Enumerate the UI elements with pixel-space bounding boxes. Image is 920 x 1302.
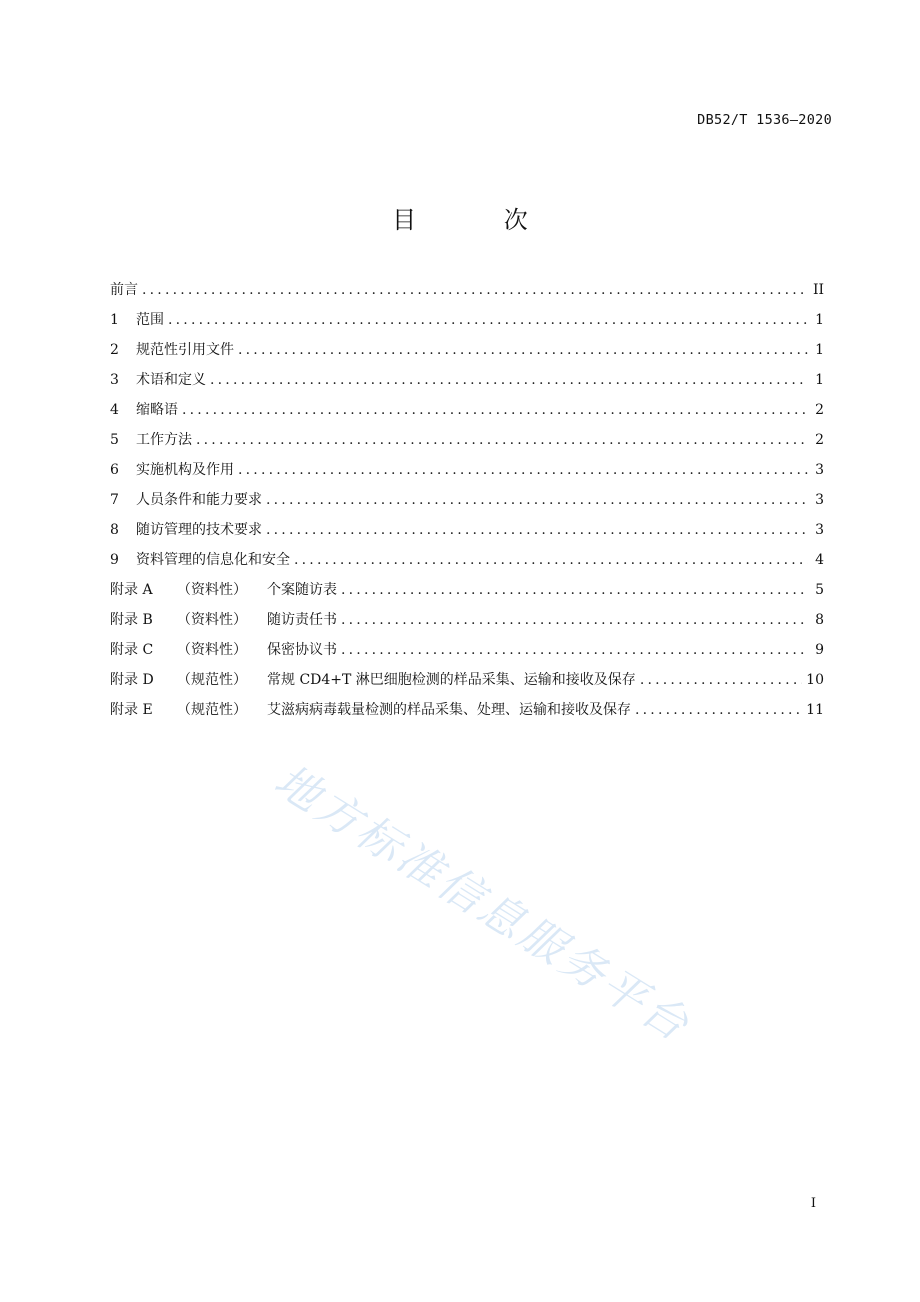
toc-entry-page: 10 [806, 672, 824, 688]
page-number: I [810, 1196, 816, 1211]
toc-dot-leader [182, 395, 808, 425]
toc-annex-id: 附录 C [110, 642, 154, 658]
toc-entry-2[interactable] [110, 335, 824, 365]
toc-entry-page: 2 [815, 402, 824, 418]
toc-annex-kind: （资料性） [177, 582, 247, 598]
toc-entry-label: 术语和定义 [136, 372, 206, 388]
toc-entry-number: 1 [110, 312, 119, 328]
toc-annex-kind: （资料性） [177, 612, 247, 628]
toc-annex-id: 附录 D [110, 672, 154, 688]
toc-dot-leader [341, 635, 808, 665]
toc-entry-1[interactable] [110, 305, 824, 335]
toc-entry-page: 3 [815, 462, 824, 478]
toc-entry-page: 1 [815, 312, 824, 328]
toc-entry-label: 随访管理的技术要求 [136, 522, 262, 538]
toc-entry-9[interactable] [110, 545, 824, 575]
toc-dot-leader [238, 335, 808, 365]
toc-entry-label: 实施机构及作用 [136, 462, 234, 478]
toc-entry-number: 4 [110, 402, 119, 418]
toc-dot-leader [341, 605, 808, 635]
toc-annex-id: 附录 B [110, 612, 153, 628]
toc-entry-label: 规范性引用文件 [136, 342, 234, 358]
toc-entry-page: 1 [815, 372, 824, 388]
toc-entry-number: 2 [110, 342, 119, 358]
toc-entry-4[interactable] [110, 395, 824, 425]
toc-entry-6[interactable] [110, 455, 824, 485]
toc-entry-label: 缩略语 [136, 402, 178, 418]
toc-entry-page: 9 [815, 642, 824, 658]
toc-entry-7[interactable] [110, 485, 824, 515]
toc-annex-kind: （资料性） [177, 642, 247, 658]
toc-dot-leader [341, 575, 808, 605]
toc-dot-leader [635, 695, 802, 725]
toc-dot-leader [294, 545, 808, 575]
toc-entry-label: 人员条件和能力要求 [136, 492, 262, 508]
toc-entry-label: 常规 CD4+T 淋巴细胞检测的样品采集、运输和接收及保存 [267, 672, 636, 688]
toc-entry-label: 个案随访表 [267, 582, 337, 598]
toc-dot-leader [168, 305, 808, 335]
toc-dot-leader [266, 515, 808, 545]
toc-annex-id: 附录 E [110, 702, 153, 718]
toc-entry-number: 9 [110, 552, 119, 568]
table-of-contents [110, 275, 824, 725]
toc-entry-8[interactable] [110, 515, 824, 545]
toc-entry-label: 随访责任书 [267, 612, 337, 628]
toc-annex-c[interactable] [110, 635, 824, 665]
toc-entry-label: 范围 [136, 312, 164, 328]
toc-annex-e[interactable] [110, 695, 824, 725]
toc-entry-number: 6 [110, 462, 119, 478]
toc-entry-number: 8 [110, 522, 119, 538]
toc-entry-page: 4 [815, 552, 824, 568]
toc-annex-a[interactable] [110, 575, 824, 605]
toc-entry-page: 11 [806, 702, 824, 718]
toc-entry-label: 艾滋病病毒载量检测的样品采集、处理、运输和接收及保存 [267, 702, 631, 718]
document-code: DB52/T 1536—2020 [697, 112, 832, 128]
toc-entry-page: 3 [815, 492, 824, 508]
watermark: 地方标准信息服务平台 [265, 755, 700, 1053]
toc-annex-kind: （规范性） [177, 672, 247, 688]
toc-dot-leader [238, 455, 808, 485]
toc-entry-3[interactable] [110, 365, 824, 395]
toc-entry-number: 3 [110, 372, 119, 388]
toc-entry-label: 保密协议书 [267, 642, 337, 658]
toc-entry-page: II [812, 282, 824, 298]
toc-dot-leader [142, 275, 808, 305]
toc-entry-label: 前言 [110, 282, 138, 298]
toc-annex-id: 附录 A [110, 582, 153, 598]
toc-entry-label: 工作方法 [136, 432, 192, 448]
toc-annex-b[interactable] [110, 605, 824, 635]
toc-dot-leader [196, 425, 808, 455]
toc-dot-leader [266, 485, 808, 515]
toc-entry-number: 7 [110, 492, 119, 508]
toc-dot-leader [640, 665, 802, 695]
toc-entry-foreword[interactable] [110, 275, 824, 305]
toc-entry-page: 1 [815, 342, 824, 358]
toc-entry-label: 资料管理的信息化和安全 [136, 552, 290, 568]
toc-entry-page: 8 [815, 612, 824, 628]
toc-annex-kind: （规范性） [177, 702, 247, 718]
toc-entry-page: 2 [815, 432, 824, 448]
toc-entry-page: 3 [815, 522, 824, 538]
toc-entry-page: 5 [815, 582, 824, 598]
toc-dot-leader [210, 365, 808, 395]
toc-entry-5[interactable] [110, 425, 824, 455]
page-title: 目 次 [392, 206, 568, 234]
toc-entry-number: 5 [110, 432, 119, 448]
toc-annex-d[interactable] [110, 665, 824, 695]
